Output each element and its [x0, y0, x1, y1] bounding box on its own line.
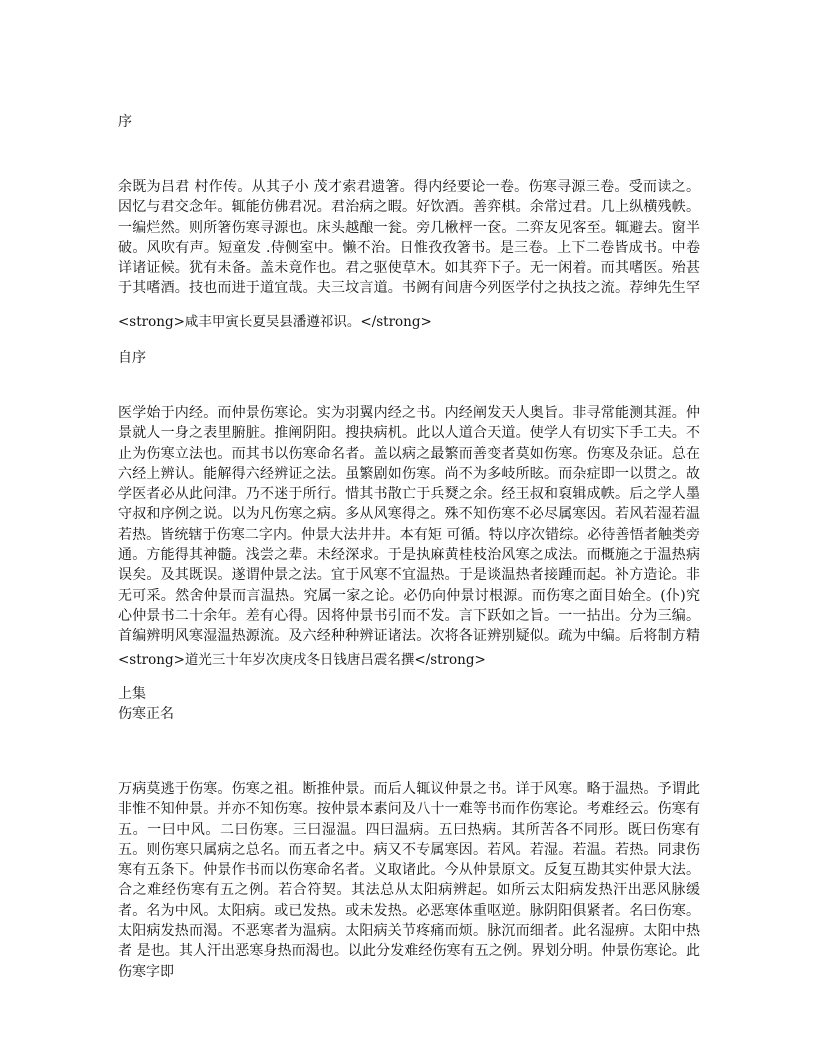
section-body: 万病莫逃于伤寒。伤寒之祖。断推仲景。而后人辄议仲景之书。详于风寒。略于温热。予谓此非惟不知仲景。并亦不知伤寒。按仲景本素问及八十一难等书而作伤寒论。考难经云。伤寒有五。一曰中风。二曰伤寒。三曰湿温。四曰温病。五曰热病。其所苦各不同形。既曰伤寒有五。则伤寒只属病之总名。而五者之中。病又不专属寒因。若风。若湿。若温。若热。同隶伤寒有五条下。仲景作书而以伤寒命名者。义取诸此。今从仲景原文。反复互勘其实仲景大法。合之难经伤寒有五之例。若合符契。其法总从太阳病辨起。如所云太阳病发热汗出恶风脉缓者。名为中风。太阳病。或已发热。或未发热。必恶寒体重呕逆。脉阴阳俱紧者。名曰伤寒。太阳病发热而渴。不恶寒者为温病。太阳病关节疼痛而烦。脉沉而细者。此名湿痹。太阳中热者 是也。其人汗出恶寒身热而渴也。以此分发难经伤寒有五之例。界划分明。仲景伤寒论。此伤寒字即: [118, 781, 700, 980]
self-preface-body: 医学始于内经。而仲景伤寒论。实为羽翼内经之书。内经阐发天人奥旨。非寻常能测其涯。仲景就人一身之表里腑脏。推阐阴阳。搜抉病机。此以人道合天道。使学人有切实下手工夫。不止为伤寒立法也。而其书以伤寒命名者。盖以病之最繁而善变者莫如伤寒。伤寒及杂证。总在六经上辨认。能解得六经辨证之法。虽繁剧如伤寒。尚不为多岐所眩。而杂症即一以贯之。故学医者必从此问津。乃不迷于所行。惜其书散亡于兵燹之余。经王叔和裒辑成帙。后之学人墨守叔和序例之说。以为凡伤寒之病。多从风寒得之。殊不知伤寒不必尽属寒因。若风若湿若温若热。皆统辖于伤寒二字内。仲景大法井井。本有矩 可循。特以序次错综。必待善悟者触类旁通。方能得其神髓。浅尝之辈。未经深求。于是执麻黄桂枝治风寒之成法。而概施之于温热病误矣。及其既误。遂谓仲景之法。宜于风寒不宜温热。于是谈温热者接踵而起。补方造论。非无可采。然舍仲景而言温热。究属一家之论。必仍向仲景讨根源。而伤寒之面目始全。(仆)究心仲景书二十余年。差有心得。因将仲景书引而不发。言下跃如之旨。一一拈出。分为三编。首编辨明风寒湿温热源流。及六经种种辨证诸法。次将各证辨别疑似。疏为中编。后将制方精: [118, 405, 700, 645]
self-preface-signature: <strong>道光三十年岁次庚戌冬日钱唐吕震名撰</strong>: [118, 652, 486, 668]
preface-signature: <strong>咸丰甲寅长夏吴县潘遵祁识。</strong>: [118, 314, 432, 330]
preface-body: 余既为吕君 村作传。从其子小 茂才索君遗箸。得内经要论一卷。伤寒寻源三卷。受而读之。因忆与君交念年。辄能仿佛君况。君治病之暇。好饮酒。善弈棋。余常过君。几上纵横残帙。一编烂然。则所箸伤寒寻源也。床头越酿一瓮。旁几楸枰一奁。二弈友见客至。辄避去。窗半破。风吹有声。短童发 .侍侧室中。懒不治。日惟孜孜箸书。是三卷。上下二卷皆成书。中卷详诸证候。犹有未备。盖未竟作也。君之驱使草木。如其弈下子。无一闲着。而其嗜医。殆甚于其嗜酒。技也而进于道宜哉。夫三坟言道。书阙有间唐今列医学付之执技之流。荐绅先生罕: [118, 179, 700, 297]
preface-heading: 序: [118, 114, 132, 130]
section-title: 伤寒正名: [118, 706, 174, 722]
upper-volume-heading: 上集: [118, 686, 146, 702]
self-preface-heading: 自序: [118, 350, 146, 366]
